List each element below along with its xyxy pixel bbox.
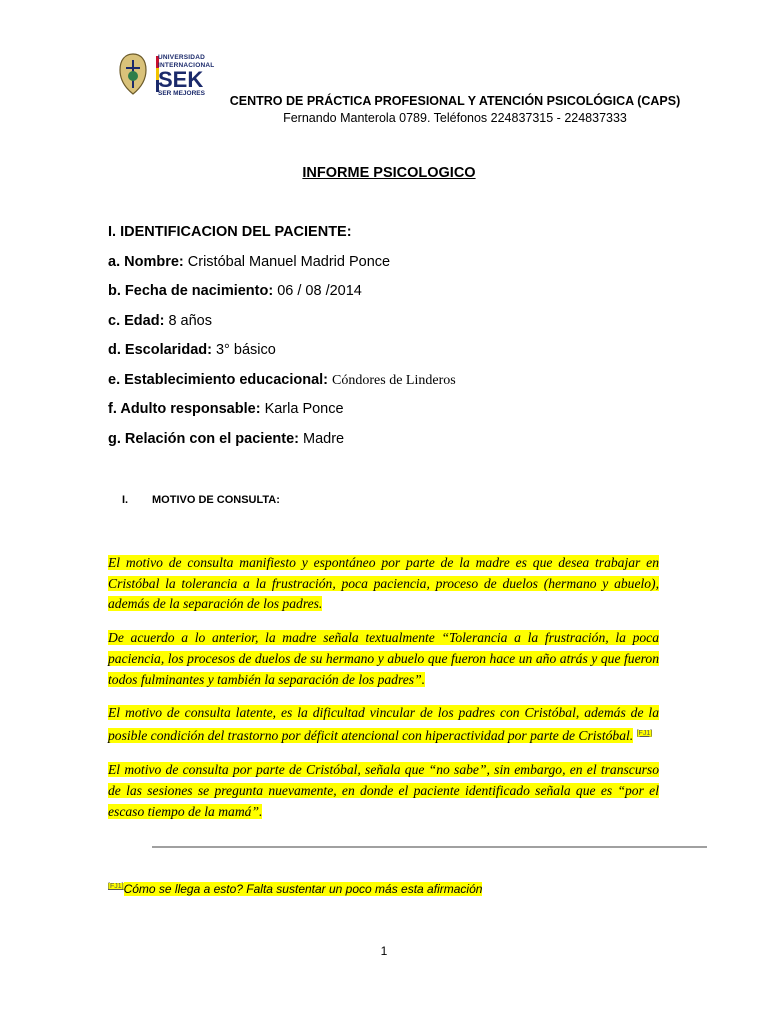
center-name: CENTRO DE PRÁCTICA PROFESIONAL Y ATENCIÓN PSICOLÓGICA (CAPS) bbox=[229, 94, 681, 108]
paragraph-2: De acuerdo a lo anterior, la madre señala textualmente “Tolerancia a la frustración, la poca paciencia, los procesos de duelos de su hermano y abuelo que fueron hace un año atrás y que fueron todos fulminantes y también la separación de los padres”. bbox=[108, 630, 659, 687]
university-logo bbox=[110, 50, 230, 98]
comment-marker[interactable]: [FJ1] bbox=[636, 729, 653, 737]
page-number: 1 bbox=[380, 944, 388, 958]
field-birthdate: b. Fecha de nacimiento: 06 / 08 /2014 bbox=[108, 283, 362, 299]
field-name: a. Nombre: Cristóbal Manuel Madrid Ponce bbox=[108, 253, 391, 270]
consultation-paragraphs bbox=[108, 553, 659, 835]
section-title: MOTIVO DE CONSULTA: bbox=[152, 494, 280, 506]
crest-icon bbox=[116, 52, 150, 96]
footnote-divider bbox=[152, 846, 707, 848]
paragraph-4: El motivo de consulta por parte de Cristóbal, señala que “no sabe”, sin embargo, en el transcurso de las sesiones se pregunta nuevamente, en donde el paciente identificado señala que es “por el escaso tiempo de la mamá”. bbox=[108, 762, 659, 819]
section-number: I. bbox=[122, 494, 129, 506]
center-address: Fernando Manterola 0789. Teléfonos 224837315 - 224837333 bbox=[283, 111, 627, 125]
paragraph-1: El motivo de consulta manifiesto y espontáneo por parte de la madre es que desea trabajar en Cristóbal la tolerancia a la frustración, poca paciencia, proceso de duelos (hermano y abuelo), además de la separación de los padres. bbox=[108, 555, 659, 612]
field-school: e. Establecimiento educacional: Cóndores de Linderos bbox=[108, 371, 456, 388]
comment-note bbox=[108, 882, 482, 896]
section-heading-motivo bbox=[122, 494, 280, 506]
field-responsible-adult: f. Adulto responsable: Karla Ponce bbox=[108, 401, 344, 417]
comment-note-marker[interactable]: [FJ1] bbox=[108, 883, 124, 890]
patient-identification bbox=[108, 222, 708, 458]
logo-line2: INTERNACIONAL bbox=[158, 62, 215, 69]
field-age: c. Edad: 8 años bbox=[108, 312, 212, 329]
paragraph-3: El motivo de consulta latente, es la dificultad vincular de los padres con Cristóbal, además de la posible condición del trastorno por déficit atencional con hiperactividad por parte de Cristóbal. [FJ1] bbox=[108, 705, 659, 744]
field-schooling: d. Escolaridad: 3° básico bbox=[108, 342, 276, 358]
logo-brand: SEK bbox=[158, 67, 204, 92]
identification-heading: I. IDENTIFICACION DEL PACIENTE: bbox=[108, 224, 352, 240]
comment-text: Cómo se llega a esto? Falta sustentar un poco más esta afirmación bbox=[123, 882, 483, 896]
field-relationship: g. Relación con el paciente: Madre bbox=[108, 430, 345, 447]
logo-slogan: SER MEJORES bbox=[158, 90, 205, 97]
logo-line1: UNIVERSIDAD bbox=[158, 54, 205, 61]
report-title: INFORME PSICOLOGICO bbox=[302, 165, 476, 181]
